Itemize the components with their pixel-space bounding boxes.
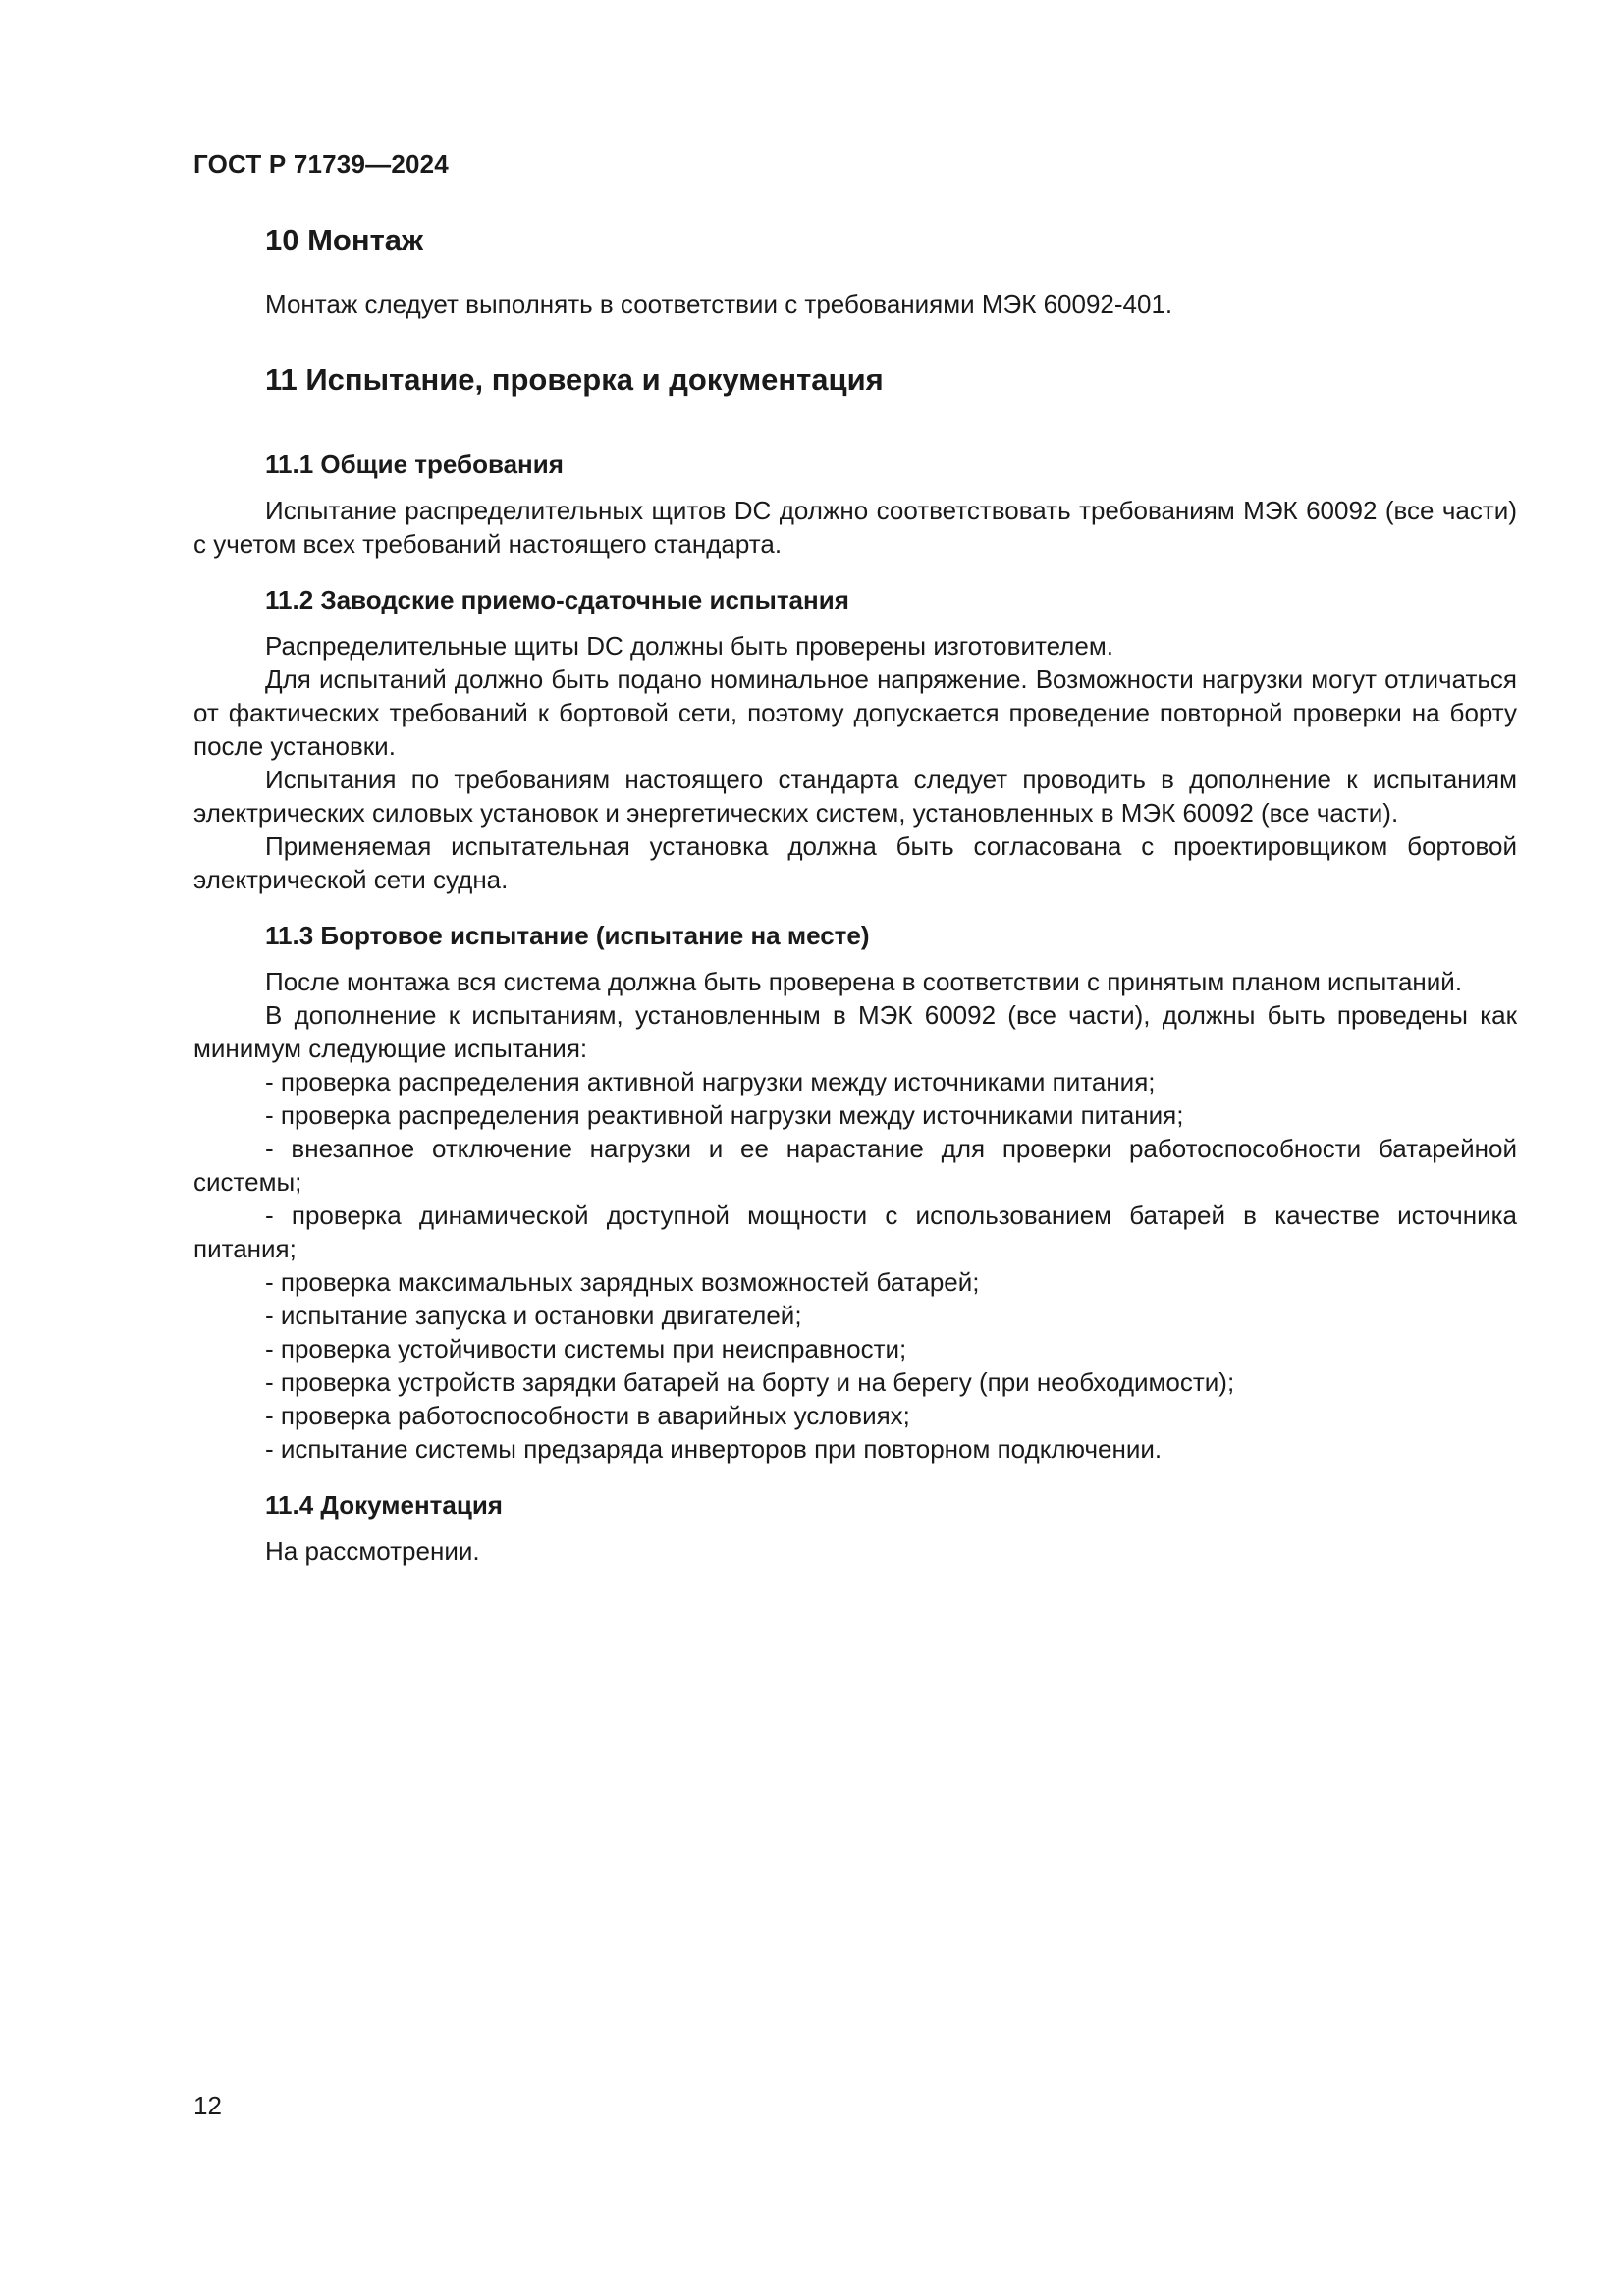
section-10-text: Монтаж следует выполнять в соответствии с требованиями МЭК 60092-401. [265,290,1173,320]
subsection-11-2-paragraph-2: Для испытаний должно быть подано номинальное напряжение. Возможности нагрузки могут отличаться от фактических требований к бортовой сети, поэтому допускается проведение повторной проверки на борту после установки. [193,664,1517,761]
subsection-11-1-title: 11.1 Общие требования [265,450,564,480]
subsection-11-3-paragraph-2: В дополнение к испытаниям, установленным в МЭК 60092 (все части), должны быть проведены как минимум следующие испытания: [193,999,1517,1063]
subsection-11-4-paragraph: На рассмотрении. [265,1535,480,1566]
subsection-11-3-paragraph-1: После монтажа вся система должна быть проверена в соответствии с принятым планом испытаний. [265,966,1463,996]
section-11-title: 11 Испытание, проверка и документация [265,362,884,398]
subsection-11-2-paragraph-1: Распределительные щиты DC должны быть проверены изготовителем. [265,630,1113,661]
list-item: - проверка устойчивости системы при неисправности; [265,1333,907,1363]
list-item: - испытание запуска и остановки двигателей; [265,1300,802,1330]
list-item: - проверка динамической доступной мощности с использованием батарей в качестве источника питания; [193,1200,1517,1263]
subsection-11-4-title: 11.4 Документация [265,1489,503,1520]
list-item: - проверка работоспособности в аварийных условиях; [265,1400,910,1430]
subsection-11-2-title: 11.2 Заводские приемо-сдаточные испытания [265,585,849,615]
subsection-11-1-paragraph: Испытание распределительных щитов DC должно соответствовать требованиям МЭК 60092 (все части) с учетом всех требований настоящего стандарта. [193,496,1517,560]
subsection-11-2-paragraph-4: Применяемая испытательная установка должна быть согласована с проектировщиком бортовой электрической сети судна. [193,830,1517,894]
page-number: 12 [193,2091,222,2120]
section-10-title: 10 Монтаж [265,223,423,257]
subsection-11-2-paragraph-3: Испытания по требованиям настоящего стандарта следует проводить в дополнение к испытаниям электрических силовых установок и энергетических систем, установленных в МЭК 60092 (все части). [193,764,1517,828]
document-code: ГОСТ Р 71739—2024 [193,149,449,179]
list-item: - проверка распределения реактивной нагрузки между источниками питания; [265,1099,1184,1130]
test-list [193,1065,1517,1466]
subsection-11-3-title: 11.3 Бортовое испытание (испытание на месте) [265,920,870,950]
list-item: - проверка распределения активной нагрузки между источниками питания; [265,1066,1156,1096]
list-item: - испытание системы предзаряда инверторов при повторном подключении. [265,1433,1163,1464]
document-body [193,222,1517,1568]
list-item: - внезапное отключение нагрузки и ее нарастание для проверки работоспособности батарейной системы; [193,1133,1517,1197]
list-item: - проверка максимальных зарядных возможностей батарей; [265,1266,980,1297]
list-item: - проверка устройств зарядки батарей на борту и на берегу (при необходимости); [265,1366,1235,1397]
